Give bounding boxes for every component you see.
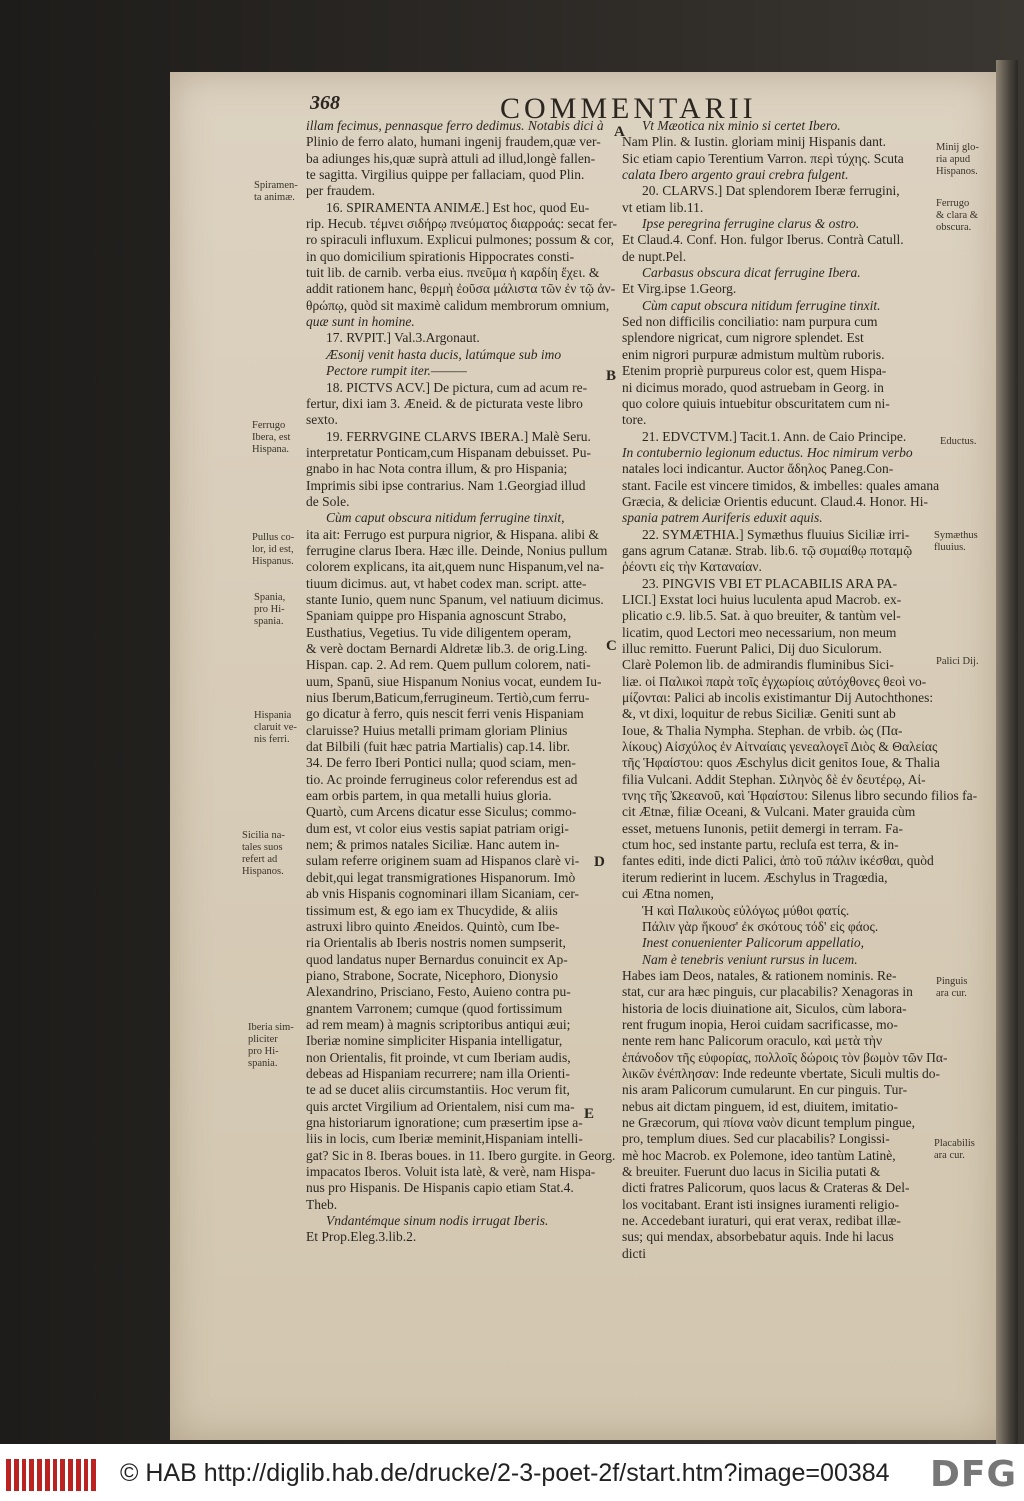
text-line: Nam è tenebris veniunt rursus in lucem.: [642, 951, 858, 967]
text-line: Spaniam quippe pro Hispania agnoscunt Strabo,: [306, 608, 567, 624]
text-line: Quartò, cum Arcens dicatur esse Siculus; commo-: [306, 804, 577, 820]
text-line: colorem explicans, ita ait,quem nunc Hispanum,vel na-: [306, 559, 605, 575]
text-line: per fraudem.: [306, 183, 375, 199]
margin-note: Hispania claruit ve- nis ferri.: [254, 710, 297, 745]
margin-note: Symæthus fluuius.: [934, 530, 978, 553]
text-line: Imprimis sibi ipse contrarius. Nam 1.Georgiad illud: [306, 477, 586, 493]
text-line: Iberiæ nomine simpliciter Hispania intelligatur,: [306, 1033, 563, 1049]
text-line: uum, Spanū, siue Hispanum Nonius vocat, eundem Iu-: [306, 673, 602, 689]
text-line: Hispan. cap. 2. Ad rem. Quem pullum colorem, nati-: [306, 657, 591, 673]
text-line: nus pro Hispanis. De Hispanis capio etiam Stat.4.: [306, 1180, 574, 1196]
text-line: Ἡ καὶ Παλικοὺς εὐλόγως μύθοι φατίς.: [642, 902, 850, 918]
text-line: ita ait: Ferrugo est purpura nigrior, & Hispana. alibi &: [306, 526, 600, 542]
text-line: quod landatus nuper Bernardus conuincit ex Ap-: [306, 951, 568, 967]
text-line: Cùm caput obscura nitidum ferrugine tinxit.: [642, 297, 881, 313]
text-line: sexto.: [306, 412, 338, 428]
text-line: Æsonij venit hasta ducis, latúmque sub imo: [326, 346, 562, 362]
text-line: gans agrum Catanæ. Strab. lib.6. τῷ συμαίθῳ ποταμῷ: [622, 542, 913, 558]
text-line: illuc remitto. Fuerunt Palici, Dij duo Siculorum.: [622, 641, 882, 656]
text-line: liæ. οἱ Παλικοὶ παρὰ τοῖς ἐγχωρίοις αὐτόχθονες θεοὶ νο-: [622, 673, 927, 689]
text-line: ῥέοντι εἰς τὴν Καταναίαν.: [622, 559, 762, 575]
text-line: splendore nigricat, cum nigrore splendet. Est: [622, 330, 864, 346]
text-line: Pectore rumpit iter.———: [326, 363, 467, 379]
margin-note: Pullus co- lor, id est, Hispanus.: [252, 532, 295, 567]
text-line: Πάλιν γὰρ ἥκουσ' ἐκ σκότους τόδ' εἰς φάος.: [642, 918, 879, 934]
text-line: Nam Plin. & Iustin. gloriam minij Hispanis dant.: [622, 134, 886, 150]
text-line: Et Claud.4. Conf. Hon. fulgor Iberus. Contrà Catull.: [622, 232, 904, 248]
text-line: ne. Accedebant iuraturi, qui erat verax, redibat illæ-: [622, 1213, 901, 1229]
text-line: quo colore quiuis intuebitur obscuritatem cum ni-: [622, 395, 890, 411]
text-line: quæ sunt in homine.: [306, 314, 415, 330]
text-line: ba adiunges his,quæ suprà attuli ad illud,longè fallen-: [306, 150, 596, 166]
section-marker: B: [606, 368, 617, 384]
text-line: 16. SPIRAMENTA ANIMÆ.] Est hoc, quod Eu-: [326, 199, 590, 215]
text-line: pro, templum diues. Sed cur placabilis? Longissi-: [622, 1131, 890, 1147]
text-line: enim nigrori purpuræ admistum multùm ruboris.: [622, 346, 885, 362]
margin-note: Palici Dij.: [936, 656, 979, 667]
text-line: tiuum dicimus. aut, vt habet codex man. script. atte-: [306, 575, 587, 591]
text-line: debit,qui legat transmigrationes Hispanorum. Imò: [306, 869, 576, 885]
text-line: Vt Mæotica nix minio si certet Ibero.: [642, 118, 841, 133]
text-line: 21. EDVCTVM.] Tacit.1. Ann. de Caio Principe.: [642, 428, 907, 444]
text-line: nebus ait dictam pinguem, id est, diuitem, imitatio-: [622, 1098, 898, 1114]
text-line: Græcia, & deliciæ Orientis educunt. Claud.4. Honor. Hi-: [622, 493, 928, 509]
margin-note: Sicilia na- tales suos refert ad Hispanos.: [242, 830, 285, 877]
text-line: 23. PINGVIS VBI ET PLACABILIS ARA PA-: [642, 575, 898, 591]
text-line: non Orientalis, fit proinde, vt cum Iberiam audis,: [306, 1049, 571, 1065]
text-line: gnantem Varronem; cumque (quod fortissimum: [306, 1000, 563, 1016]
copyright-link[interactable]: © HAB http://diglib.hab.de/drucke/2-3-poet-2f/start.htm?image=00384: [120, 1459, 890, 1487]
text-line: vt etiam lib.11.: [622, 199, 704, 215]
text-line: cit Ætnæ, filiæ Oceani, & Vulcani. Mater grauida cùm: [622, 804, 916, 820]
text-line: tore.: [622, 412, 647, 428]
text-line: quis arctet Virgilium ad Orientalem, nisi cum ma-: [306, 1098, 575, 1114]
text-line: ferrugine clarus Ibera. Hæc ille. Deinde, Nonius pullum: [306, 542, 608, 558]
text-line: piano, Strabone, Socrate, Nicephoro, Dionysio: [306, 967, 558, 983]
margin-note: Iberia sim- pliciter pro Hi- spania.: [248, 1022, 294, 1069]
text-line: liis in locis, cum Iberiæ meminit,Hispaniam intelli-: [306, 1131, 583, 1147]
text-line: Et Virg.ipse 1.Georg.: [622, 281, 737, 297]
text-line: Ioue, & Thalia Nympha. Stephan. de vrbib. ὡς (Πα-: [622, 722, 903, 738]
text-line: claruisse? Huius metalli primam gloriam Plinius: [306, 722, 568, 738]
footer-bar: [0, 1444, 1024, 1501]
text-line: cui Ætna nomen,: [622, 886, 714, 902]
text-line: ἐπάνοδον τῆς εὐφορίας, πολλοῖς δώροις τὸν βωμὸν τῶν Πα-: [622, 1049, 948, 1065]
text-line: fertur, dixi iam 3. Æneid. & de picturata veste libro: [306, 395, 583, 411]
page-title: COMMENTARII: [500, 92, 757, 125]
book-page: [170, 72, 996, 1440]
text-line: dicti fratres Palicorum, quos lacus & Crateras & Del-: [622, 1180, 910, 1196]
section-marker: C: [606, 638, 617, 654]
text-line: fantes editi, inde dicti Palici, ἀπὸ τοῦ πάλιν ἱκέσθαι, quòd: [622, 853, 934, 869]
text-line: 34. De ferro Iberi Pontici nulla; quod sciam, men-: [306, 755, 576, 771]
text-line: te ad se ducet aliis circumstantiis. Hoc verum fit,: [306, 1082, 570, 1098]
text-line: ad rem meam) à magnis scriptoribus antiqui æui;: [306, 1016, 571, 1032]
text-line: θρώπῳ, quòd sit maximè calidum membrorum omnium,: [306, 297, 610, 313]
text-line: τνης τῆς Ὠκεανοῦ, καὶ Ἡφαίστου: Silenus libro secundo filios fa-: [622, 788, 978, 804]
text-line: tuit lib. de carnib. verba eius. πνεῦμα ἡ καρδίη ἔχει. &: [306, 265, 600, 281]
text-line: dat Bilbili (fuit hæc patria Martialis) cap.14. libr.: [306, 739, 570, 755]
text-line: mè hoc Macrob. ex Polemone, ideo tantùm Latinè,: [622, 1147, 896, 1163]
text-line: ni dicimus morado, quod astruebam in Georg. in: [622, 379, 884, 395]
text-line: debeas ad Hispaniam recurrere; nam illa Orienti-: [306, 1065, 570, 1081]
margin-note: Minij glo- ria apud Hispanos.: [936, 142, 979, 177]
text-line: de nupt.Pel.: [622, 248, 687, 264]
text-line: impacatos Iberos. Voluit ista latè, & verè, nam Hispa-: [306, 1164, 596, 1179]
text-line: stante Iunio, quem nunc Spanum, vel natiuum dicimus.: [306, 591, 604, 607]
text-line: nem; & primos natales Siciliæ. Hanc autem in-: [306, 837, 560, 853]
text-line: λίκους) Αἰσχύλος ἐν Αἰτναίαις γενεαλογεῖ Διὸς & Θαλείας: [622, 739, 938, 755]
text-line: nius Iberum,Baticum,ferrugineum. Tertiò,cum ferru-: [306, 690, 590, 706]
text-line: Vndantémque sinum nodis irrugat Iberis.: [326, 1213, 549, 1229]
text-line: te sagitta. Virgilius quippe per fallaciam, quod Plin.: [306, 167, 585, 183]
page-number: 368: [310, 92, 340, 114]
text-line: Etenim propriè purpureus color est, quem Hispa-: [622, 363, 887, 379]
text-line: ne Græcorum, qui πίονα ναὸν dicunt templum pingue,: [622, 1114, 915, 1130]
text-line: Cùm caput obscura nitidum ferrugine tinxit,: [326, 510, 565, 526]
text-line: sulam referre originem suam ad Hispanos clarè vi-: [306, 853, 580, 869]
text-line: spania patrem Auriferis eduxit aquis.: [622, 510, 823, 526]
text-line: ctum hoc, sed instante partu, recluſa est terra, & in-: [622, 837, 899, 853]
text-line: &, vt dixi, loquitur de rebus Siciliæ. Geniti sunt ab: [622, 706, 896, 722]
text-line: Eusthatius, Vegetius. Tu vide diligentem operam,: [306, 624, 572, 640]
text-line: tissimum est, & ego iam ex Thucydide, & aliis: [306, 902, 558, 918]
text-line: 18. PICTVS ACV.] De pictura, cum ad acum re-: [326, 379, 588, 395]
margin-note: Ferrugo Ibera, est Hispana.: [252, 420, 291, 455]
text-line: nis aram Palicorum cumularunt. En cur pinguis. Tur-: [622, 1082, 908, 1098]
text-line: Carbasus obscura dicat ferrugine Ibera.: [642, 265, 861, 281]
section-marker: A: [614, 124, 625, 140]
text-line: filia Vulcani. Addit Stephan. Σιληνὸς δὲ ἐν δευτέρῳ, Αἰ-: [622, 771, 926, 787]
text-line: stat, cur ara hæc pinguis, cur placabilis? Xenagoras in: [622, 984, 913, 1000]
text-line: addit rationem hanc, θερμὴ ἐοῦσα μάλιστα τῶν ἐν τῷ ἀν-: [306, 281, 616, 297]
text-line: LICI.] Exstat loci huius luculenta apud Macrob. ex-: [622, 591, 902, 607]
text-line: stant. Facile est vincere timidos, & imbelles: quales amana: [622, 477, 940, 493]
margin-note: Ferrugo & clara & obscura.: [936, 198, 978, 233]
barcode-icon: [6, 1459, 96, 1491]
text-line: τῆς Ἡφαίστου: quos Æschylus dicit genitos Ioue, & Thalia: [622, 755, 940, 771]
page-edge: [996, 60, 1018, 1444]
margin-note: Eductus.: [940, 436, 977, 447]
text-line: 19. FERRVGINE CLARVS IBERA.] Malè Seru.: [326, 428, 591, 444]
text-line: ro spiraculi influxum. Explicui pulmones; possum & cor,: [306, 232, 615, 248]
text-line: rent frugum inopia, Heroi cuidam sacrificasse, mo-: [622, 1016, 898, 1032]
text-line: Et Prop.Eleg.3.lib.2.: [306, 1229, 417, 1245]
text-line: Inest conuenienter Palicorum appellatio,: [642, 935, 864, 951]
text-line: 17. RVPIT.] Val.3.Argonaut.: [326, 330, 480, 346]
text-line: licatim, quod Lectori meo necessarium, non meum: [622, 624, 897, 640]
margin-note: Placabilis ara cur.: [934, 1138, 975, 1161]
text-line: Alexandrino, Prisciano, Festo, Auieno contra pu-: [306, 984, 571, 1000]
text-line: de Sole.: [306, 493, 350, 509]
margin-note: Spiramen- ta animæ.: [254, 180, 298, 203]
text-line: go dicatur à ferro, quis nescit ferri venis Hispaniam: [306, 706, 584, 722]
text-line: gat? Sic in 8. Iberas boues. in 11. Ibero gurgite. in Georg.: [306, 1147, 616, 1163]
text-line: Clarè Polemon lib. de admirandis fluminibus Sici-: [622, 657, 894, 673]
text-line: tio. Ac proinde ferrugineus color referendus est ad: [306, 771, 578, 787]
text-line: los vocitabant. Erant isti insignes iuramenti religio-: [622, 1196, 900, 1212]
text-line: μίζονται: Palici ab incolis existimantur Dij Autochthones:: [622, 690, 934, 706]
text-line: Sed non difficilis conciliatio: nam purpura cum: [622, 314, 878, 330]
text-line: eam orbis partem, in qua metalli huius gloria.: [306, 788, 552, 804]
text-line: Sic etiam capio Terentium Varron. περὶ τύχης. Scuta: [622, 150, 904, 166]
text-line: in quo domicilium spirationis Hippocrates consti-: [306, 248, 575, 264]
margin-note: Spania, pro Hi- spania.: [254, 592, 286, 627]
text-line: Theb.: [306, 1196, 338, 1212]
text-line: interpretatur Ponticam,cum Hispanam debuisset. Pu-: [306, 444, 591, 460]
section-marker: E: [584, 1106, 595, 1122]
text-line: esset, metuens Iunonis, petiit demergi in terram. Fa-: [622, 820, 903, 836]
text-line: ab vnis Hispanis cognominari illam Sicaniam, cer-: [306, 886, 580, 902]
text-line: In contubernio legionum eductus. Hoc nimirum verbo: [622, 444, 913, 460]
text-line: iterum redierint in lucem. Æschylus in Tragœdia,: [622, 869, 888, 885]
text-line: plicatio c.9. lib.5. Sat. à quo breuiter, & tantùm vel-: [622, 608, 901, 624]
text-line: ria Orientalis ab Iberis nostris nomen sumpserit,: [306, 935, 566, 951]
text-line: illam fecimus, pennasque ferro dedimus. Notabis dici à: [306, 118, 604, 133]
text-line: gnabo in hac Nota contra illum, & pro Hispania;: [306, 461, 568, 477]
text-line: calata Ibero argento graui crebra fulgent.: [622, 167, 849, 183]
text-line: nente rem hanc Palicorum oraculo, καὶ μετὰ τὴν: [622, 1033, 883, 1049]
text-line: λικῶν ἐνέπλησαν: Inde redeunte vbertate, Siculi multis do-: [622, 1065, 940, 1081]
text-line: Plinio de ferro alato, humani ingenij fraudem,quæ ver-: [306, 134, 601, 150]
text-line: gna historiarum ignoratione; cum præsertim ipse a-: [306, 1114, 583, 1130]
left-text-column: [306, 118, 626, 1246]
text-line: astruxi libro quinto Æneidos. Quintò, cum Ibe-: [306, 918, 560, 934]
dfg-logo: DFG: [930, 1454, 1018, 1495]
text-line: Ipse peregrina ferrugine clarus & ostro.: [642, 216, 860, 232]
text-line: & breuiter. Fuerunt duo lacus in Sicilia putati &: [622, 1164, 881, 1179]
text-line: 20. CLARVS.] Dat splendorem Iberæ ferrugini,: [642, 183, 900, 199]
section-marker: D: [594, 854, 605, 870]
text-line: dicti: [622, 1245, 646, 1261]
text-line: Habes iam Deos, natales, & rationem nominis. Re-: [622, 967, 897, 983]
text-line: sus; qui mendax, absorbebatur aquis. Inde hi lacus: [622, 1229, 894, 1245]
margin-note: Pinguis ara cur.: [936, 976, 968, 999]
text-line: dum est, vt color eius vestis sapiat patriam origi-: [306, 820, 569, 836]
text-line: historia de locis diuinatione ait, Siculos, cùm labora-: [622, 1000, 907, 1016]
text-line: & verè doctam Bernardi Aldretæ lib.3. de orig.Ling.: [306, 641, 588, 656]
text-line: 22. SYMÆTHIA.] Symæthus fluuius Siciliæ irri-: [642, 526, 910, 542]
text-line: rip. Hecub. τέμνει σιδήρῳ πνεύματος διαρροάς: secat fer-: [306, 216, 618, 232]
text-line: natales loci indicantur. Auctor ἄδηλος Paneg.Con-: [622, 461, 894, 477]
